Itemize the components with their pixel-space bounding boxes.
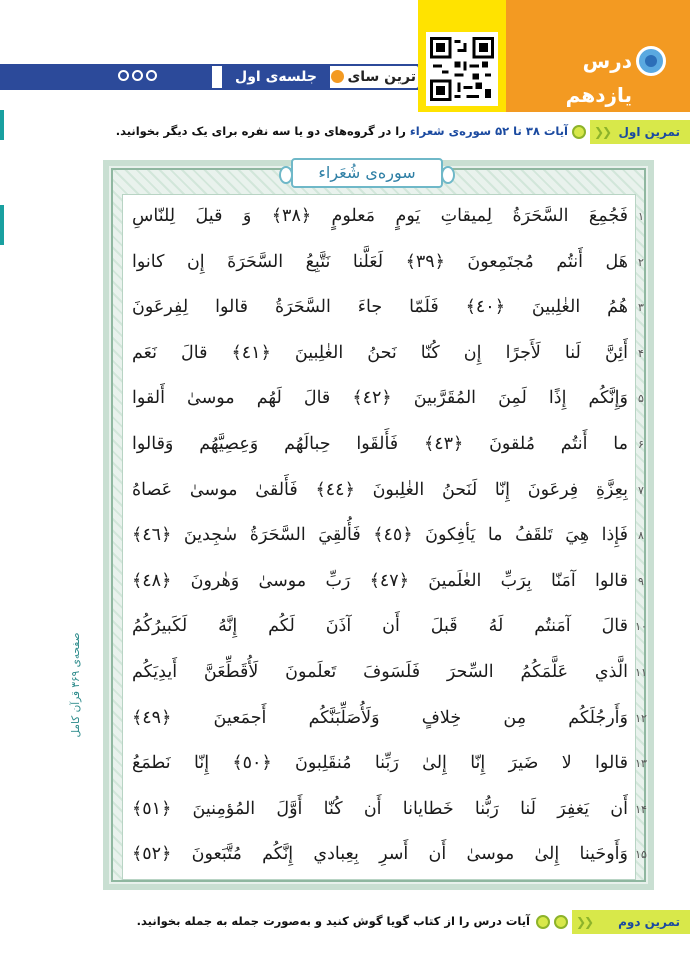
line-number: ۱ <box>638 210 644 223</box>
bullet-icon <box>554 915 568 929</box>
verse-line: قالوا لا ضَيرَ إِنّا إِلىٰ رَبِّنا مُنقَلِبونَ ﴿٥٠﴾ إِنّا نَطمَعُ <box>132 753 628 774</box>
dot-icon <box>118 70 129 81</box>
practice-label: ترین سای <box>347 69 416 85</box>
line-number: ۲ <box>638 255 644 269</box>
dot-icon <box>146 70 157 81</box>
line-number: ۱۴ <box>635 802 647 816</box>
verse-line: فَجُمِعَ السَّحَرَةُ لِميقاتِ يَومٍ مَعلومٍ ﴿٣٨﴾ وَ قيلَ لِلنّاسِ <box>132 206 628 226</box>
verse-line: أَئِنَّ لَنا لَأَجرًا إِن كُنّا نَحنُ الغٰلِبينَ ﴿٤١﴾ قالَ نَعَم <box>132 342 628 363</box>
line-number: ۱۲ <box>635 711 647 725</box>
verse-line: هُمُ الغٰلِبينَ ﴿٤٠﴾ فَلَمّا جاءَ السَّحَرَةُ قالوا لِفِرعَونَ <box>132 297 628 318</box>
exercise-2-text: آیات درس را از کتاب گویا گوش کنید و به‌صورت جمله به جمله بخوانید. <box>136 914 530 928</box>
exercise-2-tag <box>572 910 690 934</box>
exercise-1-label: تمرین اول <box>618 125 680 139</box>
line-number: ۸ <box>638 529 644 543</box>
lesson-title: درس یازدهم <box>565 49 632 107</box>
qr-code-icon[interactable] <box>426 32 498 106</box>
line-number: ۱۳ <box>635 757 647 771</box>
exercise-2-label: تمرین دوم <box>618 915 680 929</box>
line-number: ۴ <box>638 346 644 360</box>
verse-line: بِعِزَّةِ فِرعَونَ إِنّا لَنَحنُ الغٰلِبونَ ﴿٤٤﴾ فَأَلقىٰ موسىٰ عَصاهُ <box>132 479 628 500</box>
line-number: ۱۰ <box>635 620 647 634</box>
verse-line: وَأَرجُلَكُم مِن خِلافٍ وَلَأُصَلِّبَنَّكُم أَجمَعينَ ﴿٤٩﴾ <box>132 707 628 728</box>
progress-dots <box>118 70 157 81</box>
line-number: ۷ <box>638 483 644 497</box>
verse-line: وَأَوحَينا إِلىٰ موسىٰ أَن أَسرِ بِعِبادي إِنَّكُم مُتَّبَعونَ ﴿٥٢﴾ <box>132 844 628 865</box>
verse-line: الَّذي عَلَّمَكُمُ السِّحرَ فَلَسَوفَ تَعلَمونَ لَأُقَطِّعَنَّ أَيدِيَكُم <box>132 662 628 682</box>
exercise-1-text <box>90 124 568 138</box>
line-number: ۵ <box>638 392 644 406</box>
margin-mark <box>0 205 4 245</box>
verse-line: وَإِنَّكُم إِذًا لَمِنَ المُقَرَّبينَ ﴿٤٢﴾ قالَ لَهُم موسىٰ أَلقوا <box>132 388 628 409</box>
verse-line: قالَ آمَنتُم لَهُ قَبلَ أَن آذَنَ لَكُم إِنَّهُ لَكَبيرُكُمُ <box>132 616 628 637</box>
line-number: ۶ <box>638 438 644 451</box>
line-number: ۱۵ <box>635 848 647 862</box>
verse-line: هَل أَنتُم مُجتَمِعونَ ﴿٣٩﴾ لَعَلَّنا نَتَّبِعُ السَّحَرَةَ إِن كانوا <box>132 251 628 272</box>
verse-line: فَإِذا هِيَ تَلقَفُ ما يَأفِكونَ ﴿٤٥﴾ فَأُلقِيَ السَّحَرَةُ سٰجِدينَ ﴿٤٦﴾ <box>132 525 628 546</box>
exercise-1-verses: آیات ۳۸ تا ۵۲ سوره‌ی شعراء <box>409 124 568 138</box>
arrows-icon: ❮❮ <box>594 125 611 139</box>
arrows-icon: ❮❮ <box>576 915 593 929</box>
line-number: ۱۱ <box>635 666 647 679</box>
lesson-badge-icon <box>636 46 666 76</box>
exercise-1-instruction: را در گروه‌های دو یا سه نفره برای یک دیگر بخوانید. <box>115 124 410 138</box>
dot-icon <box>132 70 143 81</box>
session-title: جلسه‌ی اول <box>222 66 330 88</box>
bullet-icon <box>536 915 550 929</box>
verse-line: أَن يَغفِرَ لَنا رَبُّنا خَطايانا أَن كُنّا أَوَّلَ المُؤمِنينَ ﴿٥١﴾ <box>132 798 628 819</box>
bullet-icon <box>572 125 586 139</box>
verse-line: قالوا آمَنّا بِرَبِّ العٰلَمينَ ﴿٤٧﴾ رَبِّ موسىٰ وَهٰرونَ ﴿٤٨﴾ <box>132 570 628 591</box>
exercise-1-tag <box>590 120 690 144</box>
line-number: ۹ <box>638 574 644 588</box>
surah-title: سوره‌ی شُعَراء <box>291 158 443 188</box>
margin-mark <box>0 110 4 140</box>
line-number: ۳ <box>638 301 644 315</box>
page-reference: صفحه‌ی ۳۶۹ قرآن کامل <box>70 632 82 738</box>
verse-line: ما أَنتُم مُلقونَ ﴿٤٣﴾ فَأَلقَوا حِبالَهُم وَعِصِيَّهُم وَقالوا <box>132 434 628 454</box>
